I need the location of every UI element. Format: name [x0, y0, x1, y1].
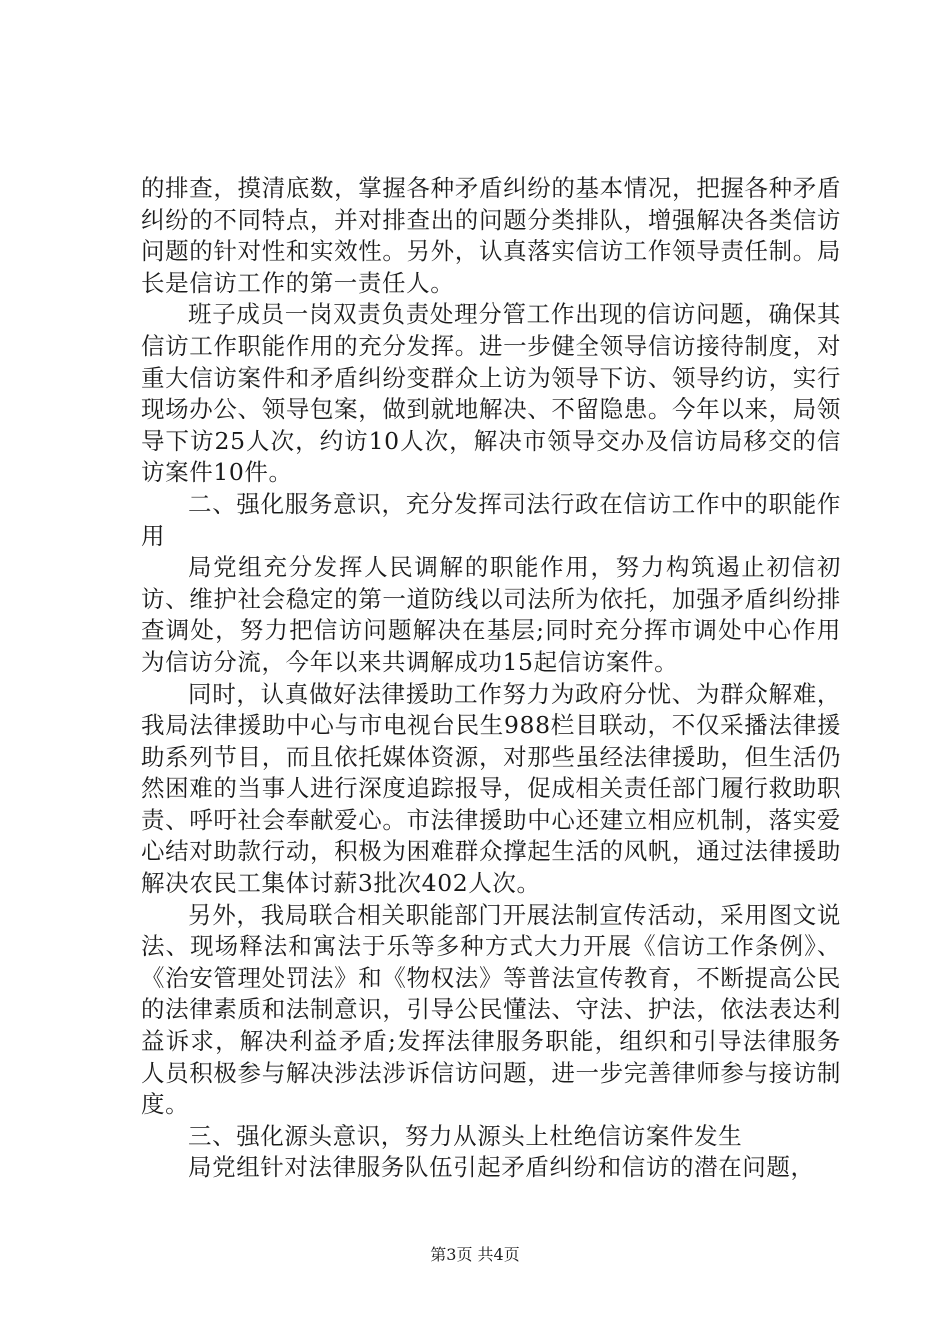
document-body: [141, 173, 841, 1184]
section-heading-2: 二、强化服务意识，充分发挥司法行政在信访工作中的职能作用: [141, 489, 841, 550]
paragraph-3: 局党组充分发挥人民调解的职能作用，努力构筑遏止初信初访、维护社会稳定的第一道防线以司法所为依托，加强矛盾纠纷排查调处，努力把信访问题解决在基层;同时充分挥市调处中心作用为信访分流，今年以来共调解成功15起信访案件。: [141, 553, 841, 676]
paragraph-2: 班子成员一岗双责负责处理分管工作出现的信访问题，确保其信访工作职能作用的充分发挥。进一步健全领导信访接待制度，对重大信访案件和矛盾纠纷变群众上访为领导下访、领导约访，实行现场办公、领导包案，做到就地解决、不留隐患。今年以来，局领导下访25人次，约访10人次，解决市领导交办及信访局移交的信访案件10件。: [141, 300, 841, 487]
section-heading-3: 三、强化源头意识，努力从源头上杜绝信访案件发生: [188, 1121, 743, 1150]
page-footer: 第3页 共4页: [430, 1245, 520, 1264]
paragraph-1: 的排查，摸清底数，掌握各种矛盾纠纷的基本情况，把握各种矛盾纠纷的不同特点，并对排查出的问题分类排队，增强解决各类信访问题的针对性和实效性。另外，认真落实信访工作领导责任制。局长是信访工作的第一责任人。: [141, 174, 841, 297]
paragraph-6: 局党组针对法律服务队伍引起矛盾纠纷和信访的潜在问题，: [188, 1153, 815, 1182]
paragraph-4: 同时，认真做好法律援助工作努力为政府分忧、为群众解难，我局法律援助中心与市电视台民生988栏目联动，不仅采播法律援助系列节目，而且依托媒体资源，对那些虽经法律援助，但生活仍然困难的当事人进行深度追踪报导，促成相关责任部门履行救助职责、呼吁社会奉献爱心。市法律援助中心还建立相应机制，落实爱心结对助款行动，积极为困难群众撑起生活的风帆，通过法律援助解决农民工集体讨薪3批次402人次。: [141, 679, 841, 898]
paragraph-5: 另外，我局联合相关职能部门开展法制宣传活动，采用图文说法、现场释法和寓法于乐等多种方式大力开展《信访工作条例》、《治安管理处罚法》和《物权法》等普法宣传教育，不断提高公民的法律素质和法制意识，引导公民懂法、守法、护法，依法表达利益诉求，解决利益矛盾;发挥法律服务职能，组织和引导法律服务人员积极参与解决涉法涉诉信访问题，进一步完善律师参与接访制度。: [141, 900, 841, 1119]
